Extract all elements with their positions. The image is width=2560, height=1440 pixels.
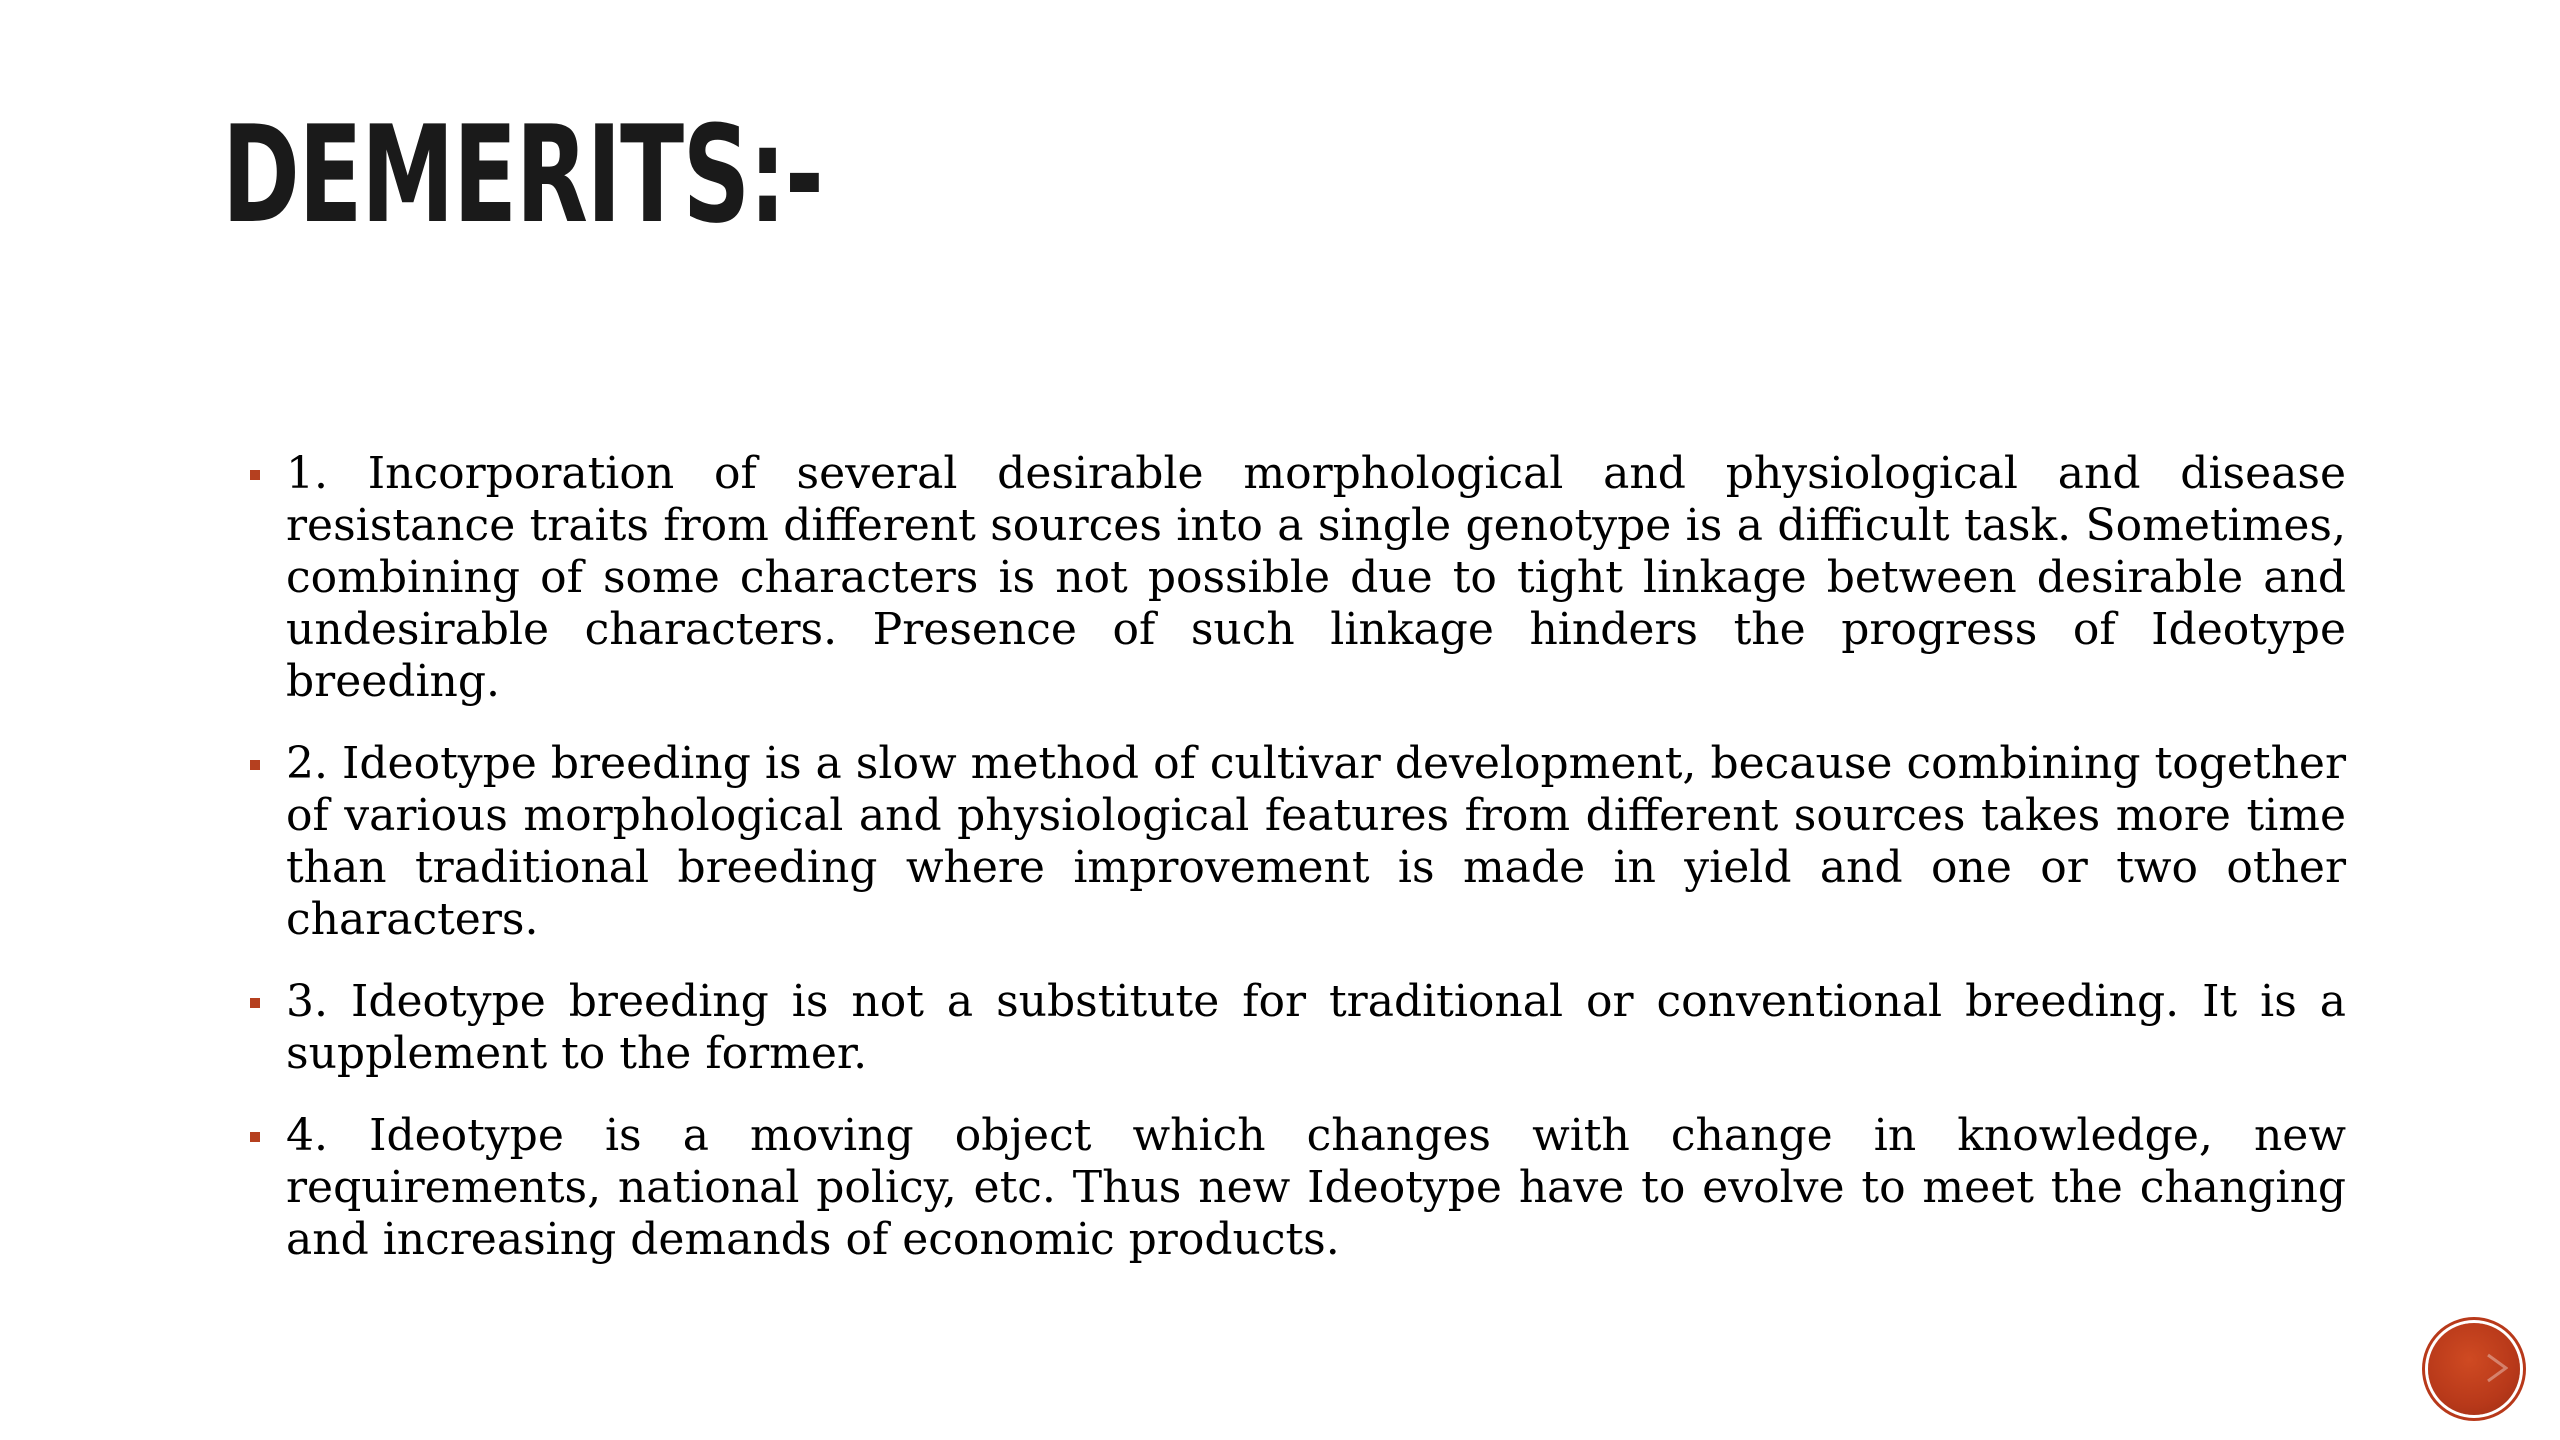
bullet-square-icon <box>250 470 260 480</box>
bullet-text-1: 1. Incorporation of several desirable morphological and physiological and disease resistance traits from different sources into a single genotype is a difficult task. Sometimes, combining of some characters is not possible due to tight linkage between desirable and undesirable characters. Presence of such linkage hinders the progress of Ideotype breeding. <box>286 448 2346 707</box>
bullet-square-icon <box>250 760 260 770</box>
slide-title: DEMERITS:- <box>222 97 823 253</box>
bullet-item-4 <box>246 1110 2346 1266</box>
circle-nav-icon <box>2486 1353 2508 1383</box>
bullet-text-4: 4. Ideotype is a moving object which changes with change in knowledge, new requirements, national policy, etc. Thus new Ideotype have to evolve to meet the changing and increasing demands of economic products. <box>286 1110 2346 1265</box>
bullet-square-icon <box>250 1132 260 1142</box>
bullet-list <box>246 448 2346 1266</box>
bullet-text-3: 3. Ideotype breeding is not a substitute for traditional or conventional breeding. It is a supplement to the former. <box>286 976 2346 1079</box>
bullet-square-icon <box>250 998 260 1008</box>
bullet-item-3 <box>246 976 2346 1080</box>
slide-content <box>246 448 2346 1296</box>
bullet-text-2: 2. Ideotype breeding is a slow method of cultivar development, because combining together of various morphological and physiological features from different sources takes more time than traditional breeding where improvement is made in yield and one or two other characters. <box>286 738 2346 945</box>
slide-nav-button[interactable] <box>2428 1323 2520 1415</box>
bullet-item-1 <box>246 448 2346 708</box>
bullet-item-2 <box>246 738 2346 946</box>
